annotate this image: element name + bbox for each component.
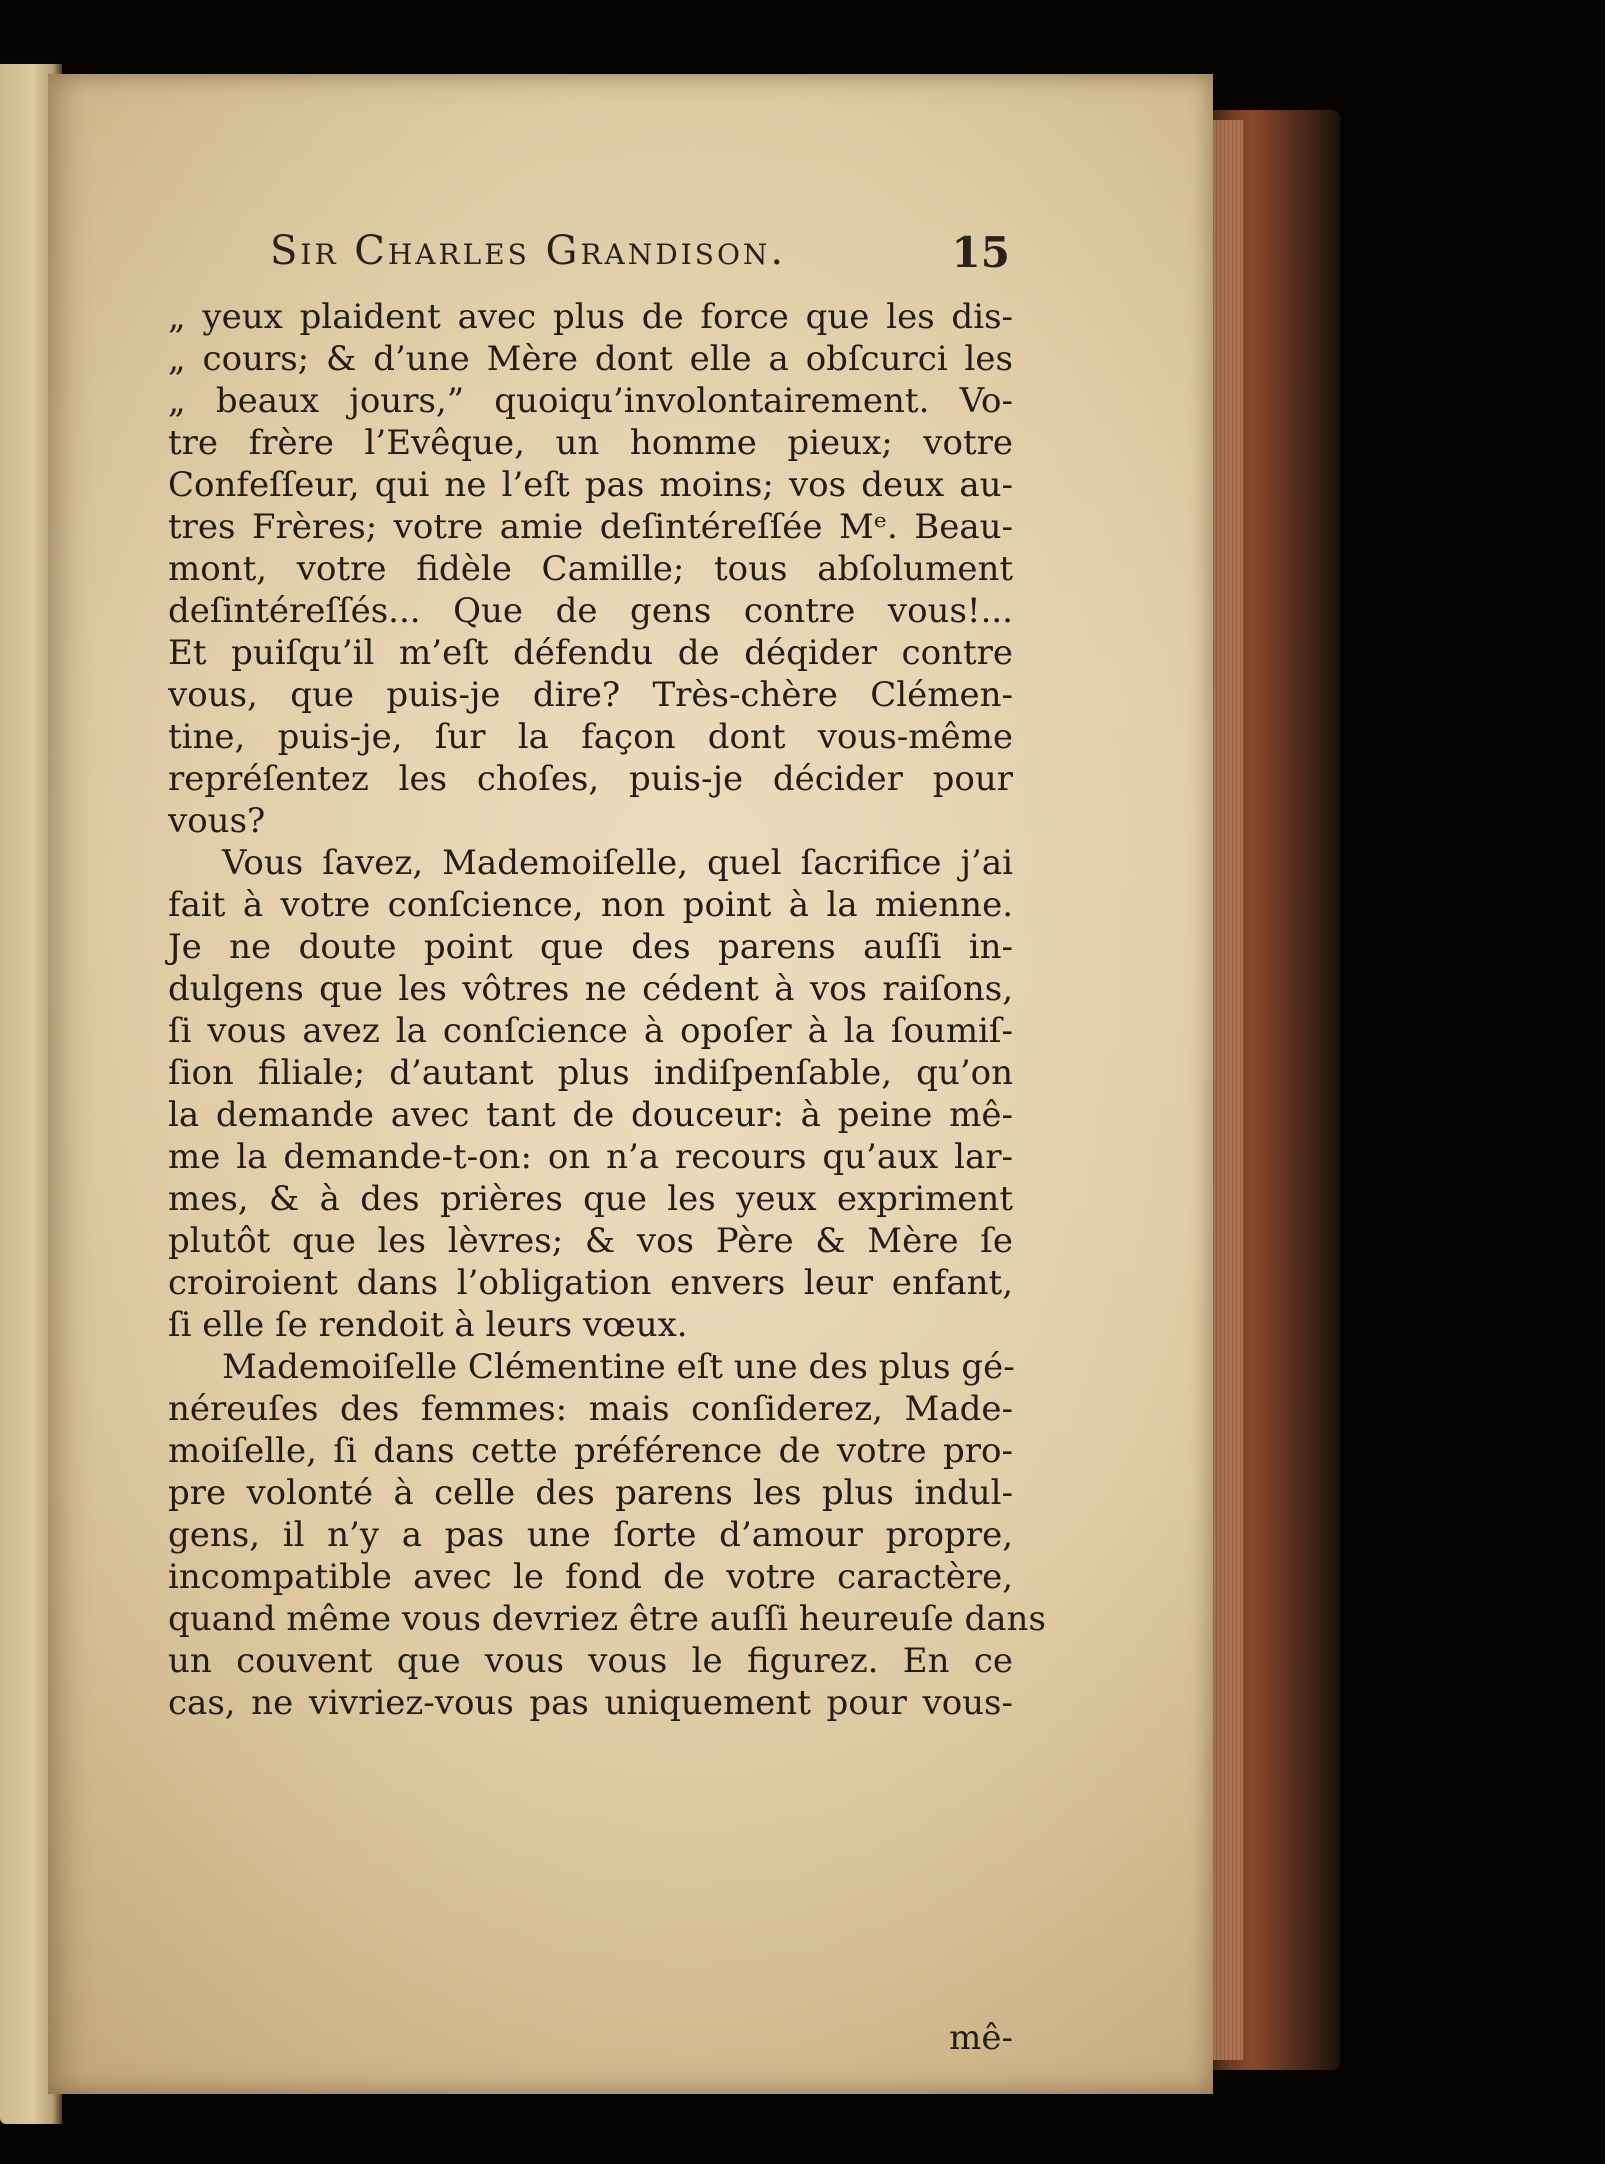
- running-title: Sir Charles Grandison.: [270, 228, 787, 274]
- text-line: deſintéreſſés... Que de gens contre vous!...: [168, 591, 1013, 631]
- text-line: quand même vous devriez être auſſi heureuſe dans: [168, 1599, 1046, 1639]
- text-line: Confeſſeur, qui ne l’eſt pas moins; vos deux au-: [168, 465, 1013, 505]
- text-line: néreuſes des femmes: mais conſiderez, Made-: [168, 1389, 1013, 1429]
- text-line: croiroient dans l’obligation envers leur enfant,: [168, 1263, 1013, 1303]
- text-line: fait à votre conſcience, non point à la mienne.: [168, 885, 1013, 925]
- text-line: vous?: [168, 801, 266, 841]
- text-line: mes, & à des prières que les yeux expriment: [168, 1179, 1013, 1219]
- text-line: Vous ſavez, Mademoiſelle, quel ſacrifice j’ai: [222, 843, 1013, 883]
- text-line: mont, votre fidèle Camille; tous abſolument: [168, 549, 1013, 589]
- text-line: tres Frères; votre amie deſintéreſſée Mᵉ. Beau-: [168, 507, 1013, 547]
- page-number: 15: [951, 228, 1010, 277]
- text-line: Mademoiſelle Clémentine eſt une des plus gé-: [222, 1347, 1015, 1387]
- text-line: plutôt que les lèvres; & vos Père & Mère ſe: [168, 1221, 1013, 1261]
- book-cover-edge: [1205, 110, 1340, 2070]
- text-line: me la demande-t-on: on n’a recours qu’aux lar-: [168, 1137, 1013, 1177]
- text-line: ſion filiale; d’autant plus indiſpenſable, qu’on: [168, 1053, 1013, 1093]
- text-line: la demande avec tant de douceur: à peine mê-: [168, 1095, 1013, 1135]
- text-line: Je ne doute point que des parens auſſi in-: [168, 927, 1013, 967]
- text-line: un couvent que vous vous le figurez. En ce: [168, 1641, 1013, 1681]
- text-line: ſi vous avez la conſcience à opoſer à la ſoumiſ-: [168, 1011, 1013, 1051]
- text-line: incompatible avec le fond de votre caractère,: [168, 1557, 1013, 1597]
- text-line: tine, puis-je, ſur la façon dont vous-même: [168, 717, 1013, 757]
- text-line: cas, ne vivriez-vous pas uniquement pour vous-: [168, 1683, 1013, 1723]
- catchword: mê-: [949, 2018, 1013, 2058]
- text-line: gens, il n’y a pas une ſorte d’amour propre,: [168, 1515, 1013, 1555]
- text-line: vous, que puis-je dire? Très-chère Clémen-: [168, 675, 1013, 715]
- text-line: ſi elle ſe rendoit à leurs vœux.: [168, 1305, 688, 1345]
- text-line: pre volonté à celle des parens les plus indul-: [168, 1473, 1013, 1513]
- page-header: [270, 228, 1010, 288]
- text-line: „ beaux jours,” quoiqu’involontairement. Vo-: [168, 381, 1013, 421]
- body-text: [168, 296, 1046, 2058]
- text-line: moiſelle, ſi dans cette préférence de votre pro-: [168, 1431, 1013, 1471]
- text-line: Et puiſqu’il m’eſt défendu de déqider contre: [168, 633, 1013, 673]
- text-line: dulgens que les vôtres ne cédent à vos raiſons,: [168, 969, 1013, 1009]
- text-line: „ cours; & d’une Mère dont elle a obſcurci les: [168, 339, 1013, 379]
- text-line: repréſentez les choſes, puis-je décider pour: [168, 759, 1013, 799]
- text-line: tre frère l’Evêque, un homme pieux; votre: [168, 423, 1013, 463]
- text-line: „ yeux plaident avec plus de force que les dis-: [168, 297, 1013, 337]
